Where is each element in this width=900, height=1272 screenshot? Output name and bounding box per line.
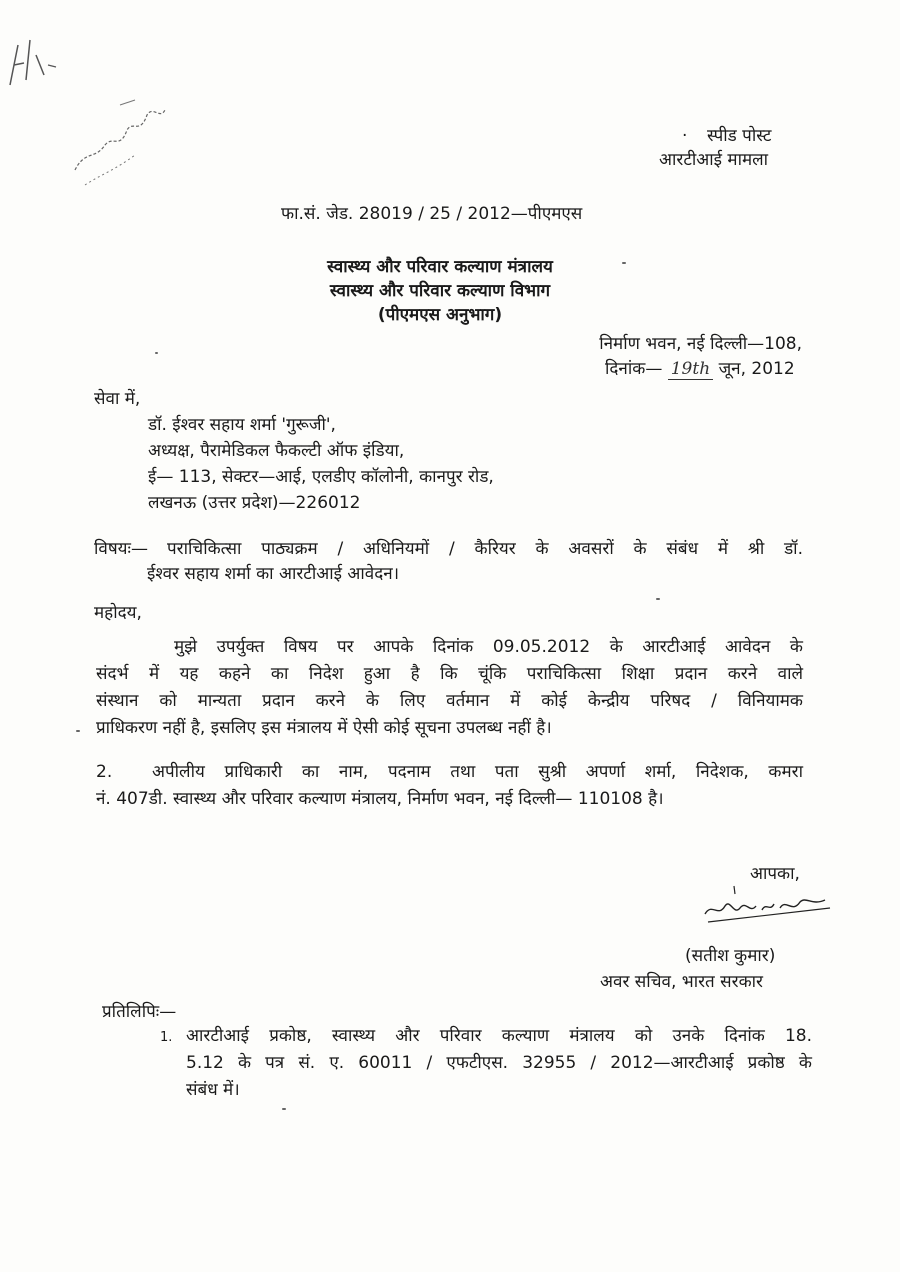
addressee-line-3: ई— 113, सेक्टर—आई, एलडीए कॉलोनी, कानपुर रोड, [148, 467, 494, 487]
closing: आपका, [750, 864, 800, 884]
handwritten-initials [0, 25, 80, 95]
para1-line-4: प्राधिकरण नहीं है, इसलिए इस मंत्रालय में ऐसी कोई सूचना उपलब्ध नहीं है। [96, 718, 552, 738]
scan-speck [282, 1108, 286, 1110]
para2-number: 2. [96, 762, 113, 782]
subject-label: विषयः— [94, 539, 148, 559]
ministry-line-3: (पीएमएस अनुभाग) [377, 305, 503, 325]
date-line [605, 357, 795, 381]
addressee-line-1: डॉ. ईश्वर सहाय शर्मा 'गुरूजी', [148, 415, 336, 435]
para1-line-3: संस्थान को मान्यता प्रदान करने के लिए वर्तमान में कोई केन्द्रीय परिषद / विनियामक [96, 691, 803, 711]
copy-item-line-3: संबंध में। [186, 1080, 240, 1100]
handwritten-note [65, 90, 175, 195]
copy-item-number: 1. [160, 1030, 173, 1045]
subject-line-1: पराचिकित्सा पाठ्यक्रम / अधिनियमों / कैरियर के अवसरों के संबंध में श्री डॉ. [167, 539, 803, 559]
salutation-to: सेवा में, [94, 389, 141, 409]
copy-item-line-2: 5.12 के पत्र सं. ए. 60011 / एफटीएस. 32955 / 2012—आरटीआई प्रकोष्ठ के [186, 1053, 812, 1073]
bullet-dot: · [682, 126, 688, 146]
subject-line-2: ईश्वर सहाय शर्मा का आरटीआई आवेदन। [147, 564, 400, 584]
copy-item-line-1: आरटीआई प्रकोष्ठ, स्वास्थ्य और परिवार कल्याण मंत्रालय को उनके दिनांक 18. [186, 1026, 812, 1046]
signature-drawing [700, 884, 835, 932]
ministry-line-2: स्वास्थ्य और परिवार कल्याण विभाग [329, 281, 551, 301]
file-number: फा.सं. जेड. 28019 / 25 / 2012—पीएमएस [281, 204, 583, 224]
signatory-designation: अवर सचिव, भारत सरकार [600, 972, 764, 992]
para2-line-2: नं. 407डी. स्वास्थ्य और परिवार कल्याण मंत्रालय, निर्माण भवन, नई दिल्ली— 110108 है। [96, 789, 664, 809]
place: निर्माण भवन, नई दिल्ली—108, [599, 334, 802, 354]
date-prefix: दिनांक— [605, 359, 663, 379]
signatory-name: (सतीश कुमार) [685, 946, 776, 966]
rti-matter-label: आरटीआई मामला [659, 150, 769, 170]
date-handwritten: 19th [668, 359, 713, 380]
scan-speck [622, 262, 626, 264]
scan-speck [76, 730, 80, 732]
addressee-line-2: अध्यक्ष, पैरामेडिकल फैकल्टी ऑफ इंडिया, [148, 441, 405, 461]
para1-line-1: मुझे उपर्युक्त विषय पर आपके दिनांक 09.05.2012 के आरटीआई आवेदन के [174, 637, 803, 657]
para2-line-1: अपीलीय प्राधिकारी का नाम, पदनाम तथा पता सुश्री अपर्णा शर्मा, निदेशक, कमरा [152, 762, 803, 782]
scan-speck [155, 352, 158, 354]
copy-to-label: प्रतिलिपिः— [102, 1002, 177, 1022]
scan-speck [656, 598, 660, 600]
date-suffix: जून, 2012 [718, 359, 795, 379]
speed-post-label: स्पीड पोस्ट [707, 126, 772, 146]
addressee-line-4: लखनऊ (उत्तर प्रदेश)—226012 [148, 493, 361, 513]
ministry-line-1: स्वास्थ्य और परिवार कल्याण मंत्रालय [327, 257, 553, 277]
para1-line-2: संदर्भ में यह कहने का निदेश हुआ है कि चूंकि पराचिकित्सा शिक्षा प्रदान करने वाले [96, 664, 803, 684]
greeting: महोदय, [94, 603, 142, 623]
